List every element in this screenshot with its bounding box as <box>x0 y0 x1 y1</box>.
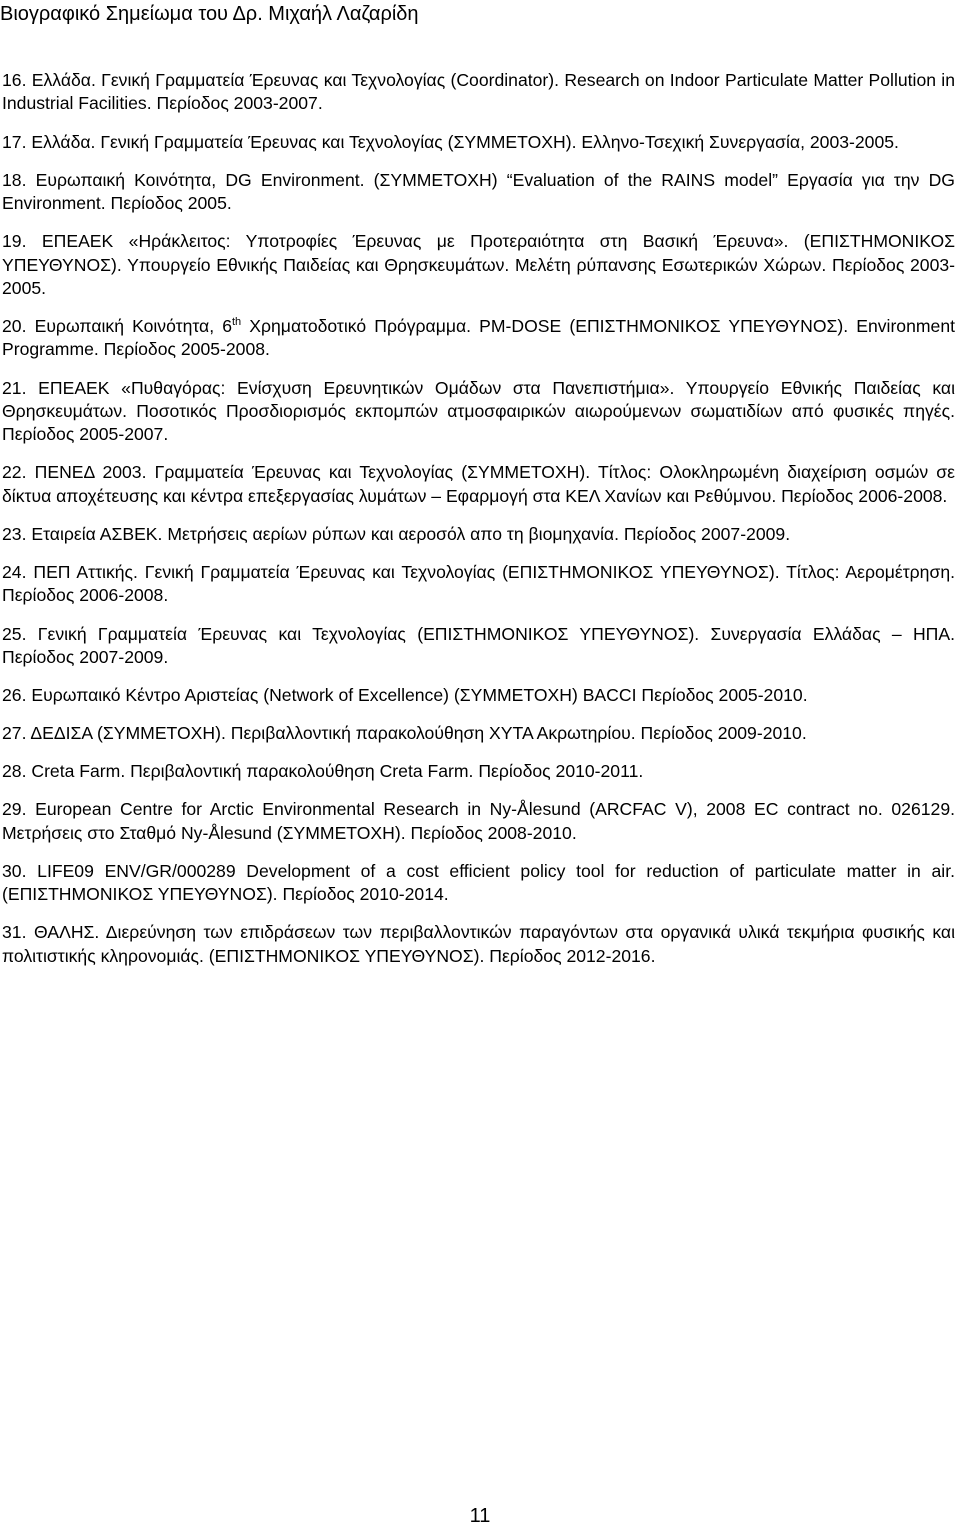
entry-number: 24. <box>2 562 27 582</box>
list-item <box>2 169 955 216</box>
entry-text: Creta Farm. Περιβαλοντική παρακολούθηση Creta Farm. Περίοδος 2010-2011. <box>31 761 644 782</box>
entry-number: 21. <box>2 377 27 398</box>
page-header: Βιογραφικό Σημείωμα του Δρ. Μιχαήλ Λαζαρίδη <box>0 3 419 25</box>
entry-number: 16. <box>2 70 27 90</box>
list-item <box>2 315 955 362</box>
entry-number: 30. <box>2 860 27 881</box>
list-item <box>2 798 955 845</box>
entry-text: LIFE09 ENV/GR/000289 Development of a cost efficient policy tool for reduction of particulate matter in air. (ΕΠΙΣΤΗΜΟΝΙΚΟΣ ΥΠΕΥΘΥΝΟΣ). Περίοδος 2010-2014. <box>2 860 955 905</box>
list-item <box>2 860 955 907</box>
list-item <box>2 69 955 116</box>
entry-text: European Centre for Arctic Environmental Research in Ny-Ålesund (ARCFAC V), 2008 EC contract no. 026129. Μετρήσεις στο Σταθμό Ny-Ålesund (ΣΥΜΜΕΤΟΧΗ). Περίοδος 2008-2010. <box>2 799 955 843</box>
superscript: th <box>232 316 242 329</box>
list-item <box>2 561 955 608</box>
entry-number: 27. <box>2 723 27 744</box>
entry-text: Ελλάδα. Γενική Γραμματεία Έρευνας και Τεχνολογίας (ΣΥΜΜΕΤΟΧΗ). Ελληνο-Τσεχική Συνεργασία, 2003-2005. <box>31 131 899 152</box>
entry-number: 23. <box>2 523 27 544</box>
entry-text: ΔΕΔΙΣΑ (ΣΥΜΜΕΤΟΧΗ). Περιβαλλοντική παρακολούθηση ΧΥΤΑ Ακρωτηρίου. Περίοδος 2009-2010. <box>30 723 807 744</box>
entry-number: 17. <box>2 131 27 152</box>
entry-number: 20. <box>2 316 27 336</box>
entry-text: Εταιρεία ΑΣΒΕΚ. Μετρήσεις αερίων ρύπων και αεροσόλ απο τη βιομηχανία. Περίοδος 2007-2009. <box>31 523 791 544</box>
entry-number: 18. <box>2 169 27 190</box>
list-item <box>2 921 955 968</box>
entry-number: 28. <box>2 761 27 782</box>
list-item <box>2 760 955 783</box>
entry-text: ΕΠΕΑΕΚ «Πυθαγόρας: Ενίσχυση Ερευνητικών Ομάδων στα Πανεπιστήμια». Υπουργείο Εθνικής Παιδείας και Θρησκευμάτων. Ποσοτικός Προσδιορισμός εκπομπών ατμοσφαιρικών αιωρούμενων σωματιδίων από φυσικές πηγές. Περίοδος 2005-2007. <box>2 377 956 445</box>
entry-text: Γενική Γραμματεία Έρευνας και Τεχνολογίας (ΕΠΙΣΤΗΜΟΝΙΚΟΣ ΥΠΕΥΘΥΝΟΣ). Συνεργασία Ελλάδας – ΗΠΑ. Περίοδος 2007-2009. <box>2 623 955 667</box>
entry-text: ΘΑΛΗΣ. Διερεύνηση των επιδράσεων των περιβαλλοντικών παραγόντων στα οργανικά υλικά τεκμήρια φυσικής και πολιτιστικής κληρονομιάς. (ΕΠΙΣΤΗΜΟΝΙΚΟΣ ΥΠΕΥΘΥΝΟΣ). Περίοδος 2012-2016. <box>2 922 956 966</box>
entry-number: 22. <box>2 462 27 483</box>
list-item <box>2 377 955 447</box>
list-item <box>2 131 955 154</box>
list-item <box>2 722 955 745</box>
list-item <box>2 684 955 707</box>
list-item <box>2 230 955 300</box>
page-number: 11 <box>469 1505 491 1527</box>
list-item <box>2 523 955 546</box>
list-item <box>2 623 955 670</box>
entry-number: 31. <box>2 922 27 943</box>
entry-text: Ελλάδα. Γενική Γραμματεία Έρευνας και Τεχνολογίας (Coordinator). Research on Indoor Particulate Matter Pollution in Industrial Facilities. Περίοδος 2003-2007. <box>2 70 955 114</box>
entries-list <box>2 69 955 983</box>
entry-number: 26. <box>2 685 27 705</box>
entry-text: ΠΕΝΕΔ 2003. Γραμματεία Έρευνας και Τεχνολογίας (ΣΥΜΜΕΤΟΧΗ). Τίτλος: Ολοκληρωμένη διαχείριση οσμών σε δίκτυα αποχέτευσης και κέντρα επεξεργασίας λυμάτων – Εφαρμογή στα ΚΕΛ Χανίων και Ρεθύμνου. Περίοδος 2006-2008. <box>2 462 955 506</box>
list-item <box>2 461 955 508</box>
entry-text-before: Ευρωπαική Κοινότητα, 6 <box>34 316 232 336</box>
entry-text: Ευρωπαικό Κέντρο Αριστείας (Network of Excellence) (ΣΥΜΜΕΤΟΧΗ) BACCI Περίοδος 2005-2010. <box>31 685 808 705</box>
entry-text: ΠΕΠ Αττικής. Γενική Γραμματεία Έρευνας και Τεχνολογίας (ΕΠΙΣΤΗΜΟΝΙΚΟΣ ΥΠΕΥΘΥΝΟΣ). Τίτλος: Αερομέτρηση. Περίοδος 2006-2008. <box>2 562 956 606</box>
entry-text: Ευρωπαική Κοινότητα, DG Environment. (ΣΥΜΜΕΤΟΧΗ) “Evaluation of the RAINS model” Εργασία για την DG Environment. Περίοδος 2005. <box>2 169 955 213</box>
entry-number: 25. <box>2 623 27 644</box>
entry-text-after: Χρηματοδοτικό Πρόγραμμα. PM-DOSE (ΕΠΙΣΤΗΜΟΝΙΚΟΣ ΥΠΕΥΘΥΝΟΣ). Environment Programme. Περίοδος 2005-2008. <box>2 316 955 360</box>
entry-number: 19. <box>2 231 27 252</box>
entry-number: 29. <box>2 799 27 820</box>
entry-text: ΕΠΕΑΕΚ «Ηράκλειτος: Υποτροφίες Έρευνας με Προτεραιότητα στη Βασική Έρευνα». (ΕΠΙΣΤΗΜΟΝΙΚΟΣ ΥΠΕΥΘΥΝΟΣ). Υπουργείο Εθνικής Παιδείας και Θρησκευμάτων. Μελέτη ρύπανσης Εσωτερικών Χώρων. Περίοδος 2003-2005. <box>2 231 956 298</box>
